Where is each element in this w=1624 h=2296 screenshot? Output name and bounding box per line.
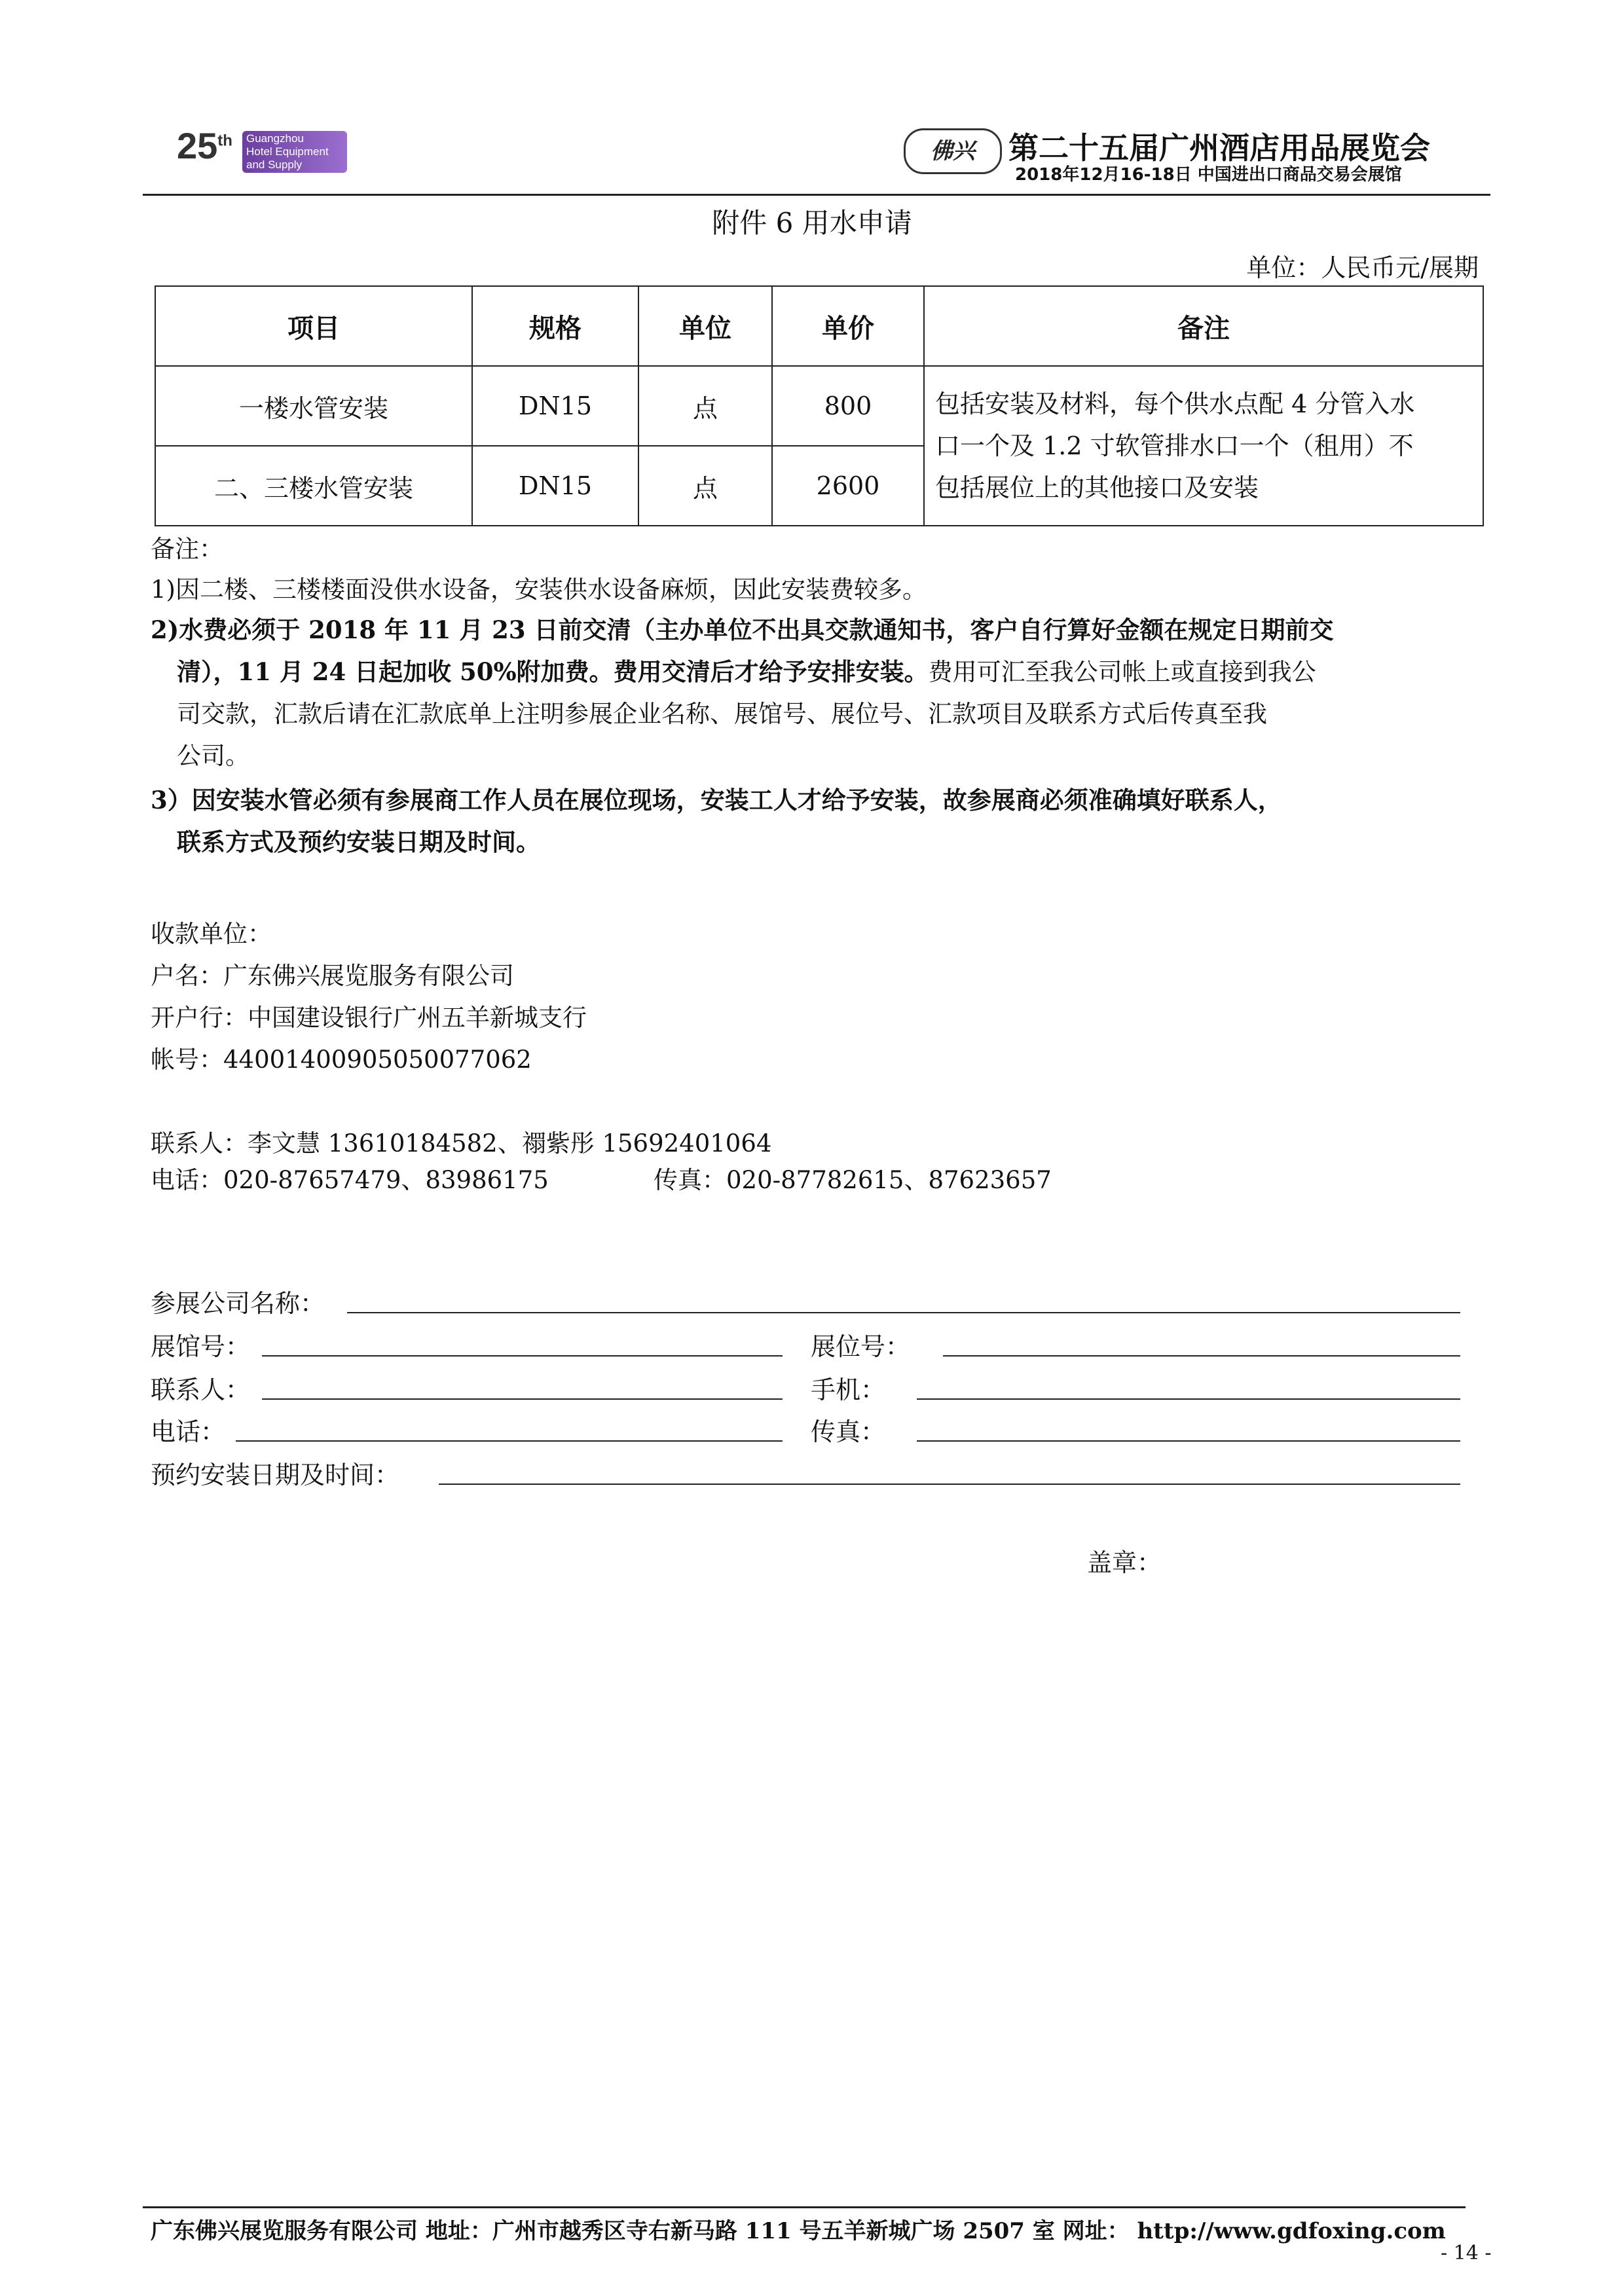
fax-label: 传真：	[811, 1417, 886, 1446]
cell-item: 一楼水管安装	[155, 366, 472, 446]
note-line-1: 包括安装及材料，每个供水点配 4 分管入水	[935, 390, 1415, 418]
remarks-title: 备注：	[151, 535, 223, 563]
note-line-2: 口一个及 1.2 寸软管排水口一个（租用）不	[935, 431, 1414, 460]
booth-number-label: 展位号：	[811, 1332, 911, 1361]
col-header-item: 项目	[155, 286, 472, 366]
footer-company-info: 广东佛兴展览服务有限公司 地址：广州市越秀区寺右新马路 111 号五羊新城广场 2507 室 网址： http://www.gdfoxing.com	[151, 2218, 1446, 2244]
company-name-label: 参展公司名称：	[151, 1289, 325, 1318]
logo-number	[177, 124, 232, 167]
cell-price: 800	[772, 366, 924, 446]
logo-line-3: and Supply Exhibition	[246, 158, 303, 184]
remark-1: 1)因二楼、三楼楼面没供水设备，安装供水设备麻烦，因此安装费较多。	[151, 575, 927, 604]
header-subtitle: 2018年12月16-18日 中国进出口商品交易会展馆	[1015, 165, 1402, 185]
stamp-label: 盖章：	[1087, 1548, 1162, 1577]
remark-3-line-1: 3）因安装水管必须有参展商工作人员在展位现场，安装工人才给予安装，故参展商必须准确填好联系人，	[151, 786, 1282, 814]
contact-phone: 电话：020-87657479、83986175	[151, 1166, 549, 1194]
document-title: 附件 6 用水申请	[712, 207, 912, 239]
col-header-spec: 规格	[472, 286, 638, 366]
logo-line-2: Hotel Equipment	[246, 145, 329, 158]
page-number: - 14 -	[1441, 2242, 1492, 2265]
table-header-row	[155, 286, 1483, 366]
remark-2-bold: 清），11 月 24 日起加收 50%附加费。费用交清后才给予安排安装。	[177, 657, 929, 686]
cell-unit: 点	[638, 446, 772, 526]
cell-note	[924, 366, 1483, 526]
payee-account-number: 帐号：44001400905050077062	[151, 1046, 532, 1074]
header-divider	[143, 194, 1490, 196]
cell-spec: DN15	[472, 366, 638, 446]
note-line-3: 包括展位上的其他接口及安装	[935, 473, 1259, 502]
cell-item: 二、三楼水管安装	[155, 446, 472, 526]
header-title: 第二十五届广州酒店用品展览会	[1008, 130, 1430, 166]
contact-fax: 传真：020-87782615、87623657	[654, 1166, 1052, 1194]
remark-2-rest: 费用可汇至我公司帐上或直接到我公	[928, 658, 1316, 686]
appointment-label: 预约安装日期及时间：	[151, 1461, 400, 1489]
mobile-label: 手机：	[811, 1376, 886, 1404]
remark-2-line-3: 司交款，汇款后请在汇款底单上注明参展企业名称、展馆号、展位号、汇款项目及联系方式后传真至我	[177, 700, 1267, 728]
logo-band	[242, 131, 347, 184]
remark-2-line-1: 2)水费必须于 2018 年 11 月 23 日前交清（主办单位不出具交款通知书，客户自行算好金额在规定日期前交	[151, 615, 1334, 644]
company-seal-logo: 佛兴	[904, 128, 1002, 174]
payee-title: 收款单位：	[151, 920, 272, 948]
fax-field[interactable]	[917, 1440, 1460, 1442]
remark-3-line-2: 联系方式及预约安装日期及时间。	[177, 828, 540, 856]
appointment-field[interactable]	[439, 1484, 1460, 1485]
hall-number-label: 展馆号：	[151, 1332, 251, 1361]
cell-spec: DN15	[472, 446, 638, 526]
table-row	[155, 366, 1483, 446]
logo-number-text: 25	[177, 125, 218, 166]
mobile-field[interactable]	[917, 1398, 1460, 1400]
remark-2-line-4: 公司。	[177, 742, 249, 770]
tel-field[interactable]	[236, 1440, 783, 1442]
contact-people: 联系人：李文慧 13610184582、禤紫彤 15692401064	[151, 1129, 772, 1157]
logo-number-sup: th	[217, 132, 232, 150]
booth-number-field[interactable]	[943, 1355, 1460, 1357]
contact-person-field[interactable]	[262, 1398, 783, 1400]
remark-2-line-2	[177, 652, 1316, 687]
col-header-note: 备注	[924, 286, 1483, 366]
col-header-unit: 单位	[638, 286, 772, 366]
payee-bank: 开户行：中国建设银行广州五羊新城支行	[151, 1004, 587, 1032]
footer-divider	[143, 2206, 1466, 2208]
contact-person-label: 联系人：	[151, 1376, 251, 1404]
water-fee-table	[155, 285, 1484, 526]
hall-number-field[interactable]	[262, 1355, 783, 1357]
logo-line-1: Guangzhou	[246, 132, 304, 145]
tel-label: 电话：	[151, 1417, 226, 1446]
payee-account-name: 户名：广东佛兴展览服务有限公司	[151, 962, 514, 990]
cell-unit: 点	[638, 366, 772, 446]
currency-unit: 单位：人民币元/展期	[1246, 253, 1479, 282]
company-name-field[interactable]	[347, 1312, 1460, 1313]
cell-price: 2600	[772, 446, 924, 526]
col-header-price: 单价	[772, 286, 924, 366]
exhibition-logo	[177, 124, 347, 184]
